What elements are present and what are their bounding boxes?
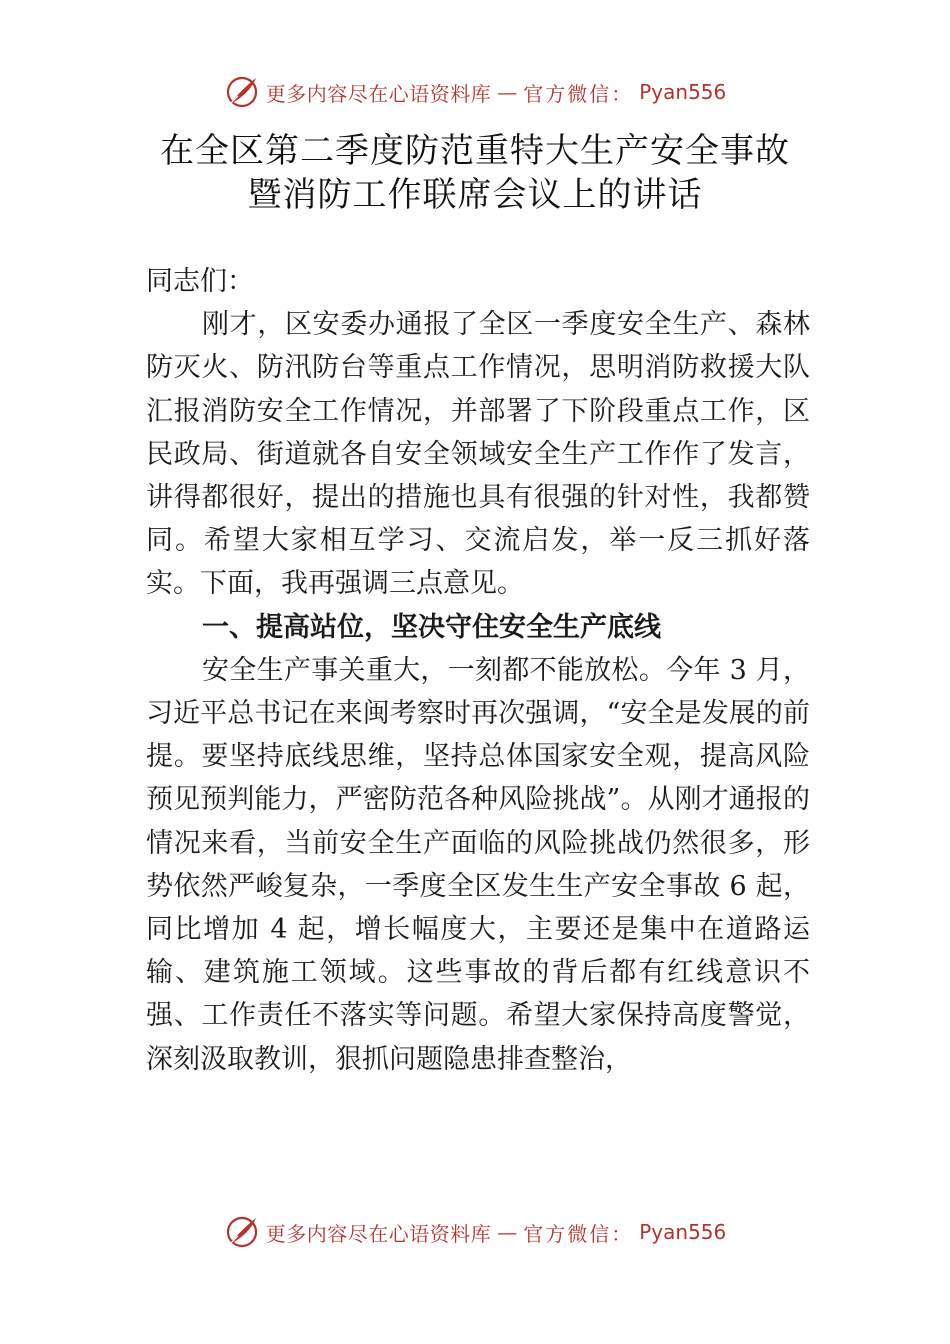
quill-pen-logo-icon: [224, 1214, 260, 1250]
document-title-line-2: 暨消防工作联席会议上的讲话: [247, 175, 703, 215]
watermark-wechat-id: Pyan556: [639, 1220, 727, 1244]
watermark-banner-bottom: [0, 1212, 950, 1252]
watermark-wechat-label: 官方微信：: [523, 81, 634, 106]
watermark-brand: 更多内容尽在心语资料库: [265, 1221, 492, 1246]
watermark-separator: —: [497, 1220, 518, 1244]
watermark-brand: 更多内容尽在心语资料库: [265, 81, 492, 106]
section-1-heading: 一、提高站位，坚决守住安全生产底线: [202, 611, 661, 643]
watermark-separator: —: [497, 80, 518, 104]
quill-pen-logo-icon: [224, 74, 260, 110]
watermark-wechat-id: Pyan556: [639, 80, 727, 104]
paragraph-1: 刚才，区安委办通报了全区一季度安全生产、森林防灭火、防汛防台等重点工作情况，思明消防救援大队汇报消防安全工作情况，并部署了下阶段重点工作，区民政局、街道就各自安全领域安全生产工作作了发言，讲得都很好，提出的措施也具有很强的针对性，我都赞同。希望大家相互学习、交流启发，举一反三抓好落实。下面，我再强调三点意见。: [146, 309, 810, 600]
document-title-line-1: 在全区第二季度防范重特大生产安全事故: [160, 131, 790, 171]
salutation: 同志们：: [146, 266, 254, 297]
watermark-wechat-label: 官方微信：: [523, 1221, 634, 1246]
watermark-banner-top: [0, 72, 950, 112]
document-body: [146, 260, 810, 1081]
paragraph-2: 安全生产事关重大，一刻都不能放松。今年 3 月，习近平总书记在来闽考察时再次强调，“安全是发展的前提。要坚持底线思维，坚持总体国家安全观，提高风险预见预判能力，严密防范各种风险挑战”。从刚才通报的情况来看，当前安全生产面临的风险挑战仍然很多，形势依然严峻复杂，一季度全区发生生产安全事故 6 起，同比增加 4 起，增长幅度大，主要还是集中在道路运输、建筑施工领域。这些事故的背后都有红线意识不强、工作责任不落实等问题。希望大家保持高度警觉，深刻汲取教训，狠抓问题隐患排查整治，: [146, 654, 810, 1075]
